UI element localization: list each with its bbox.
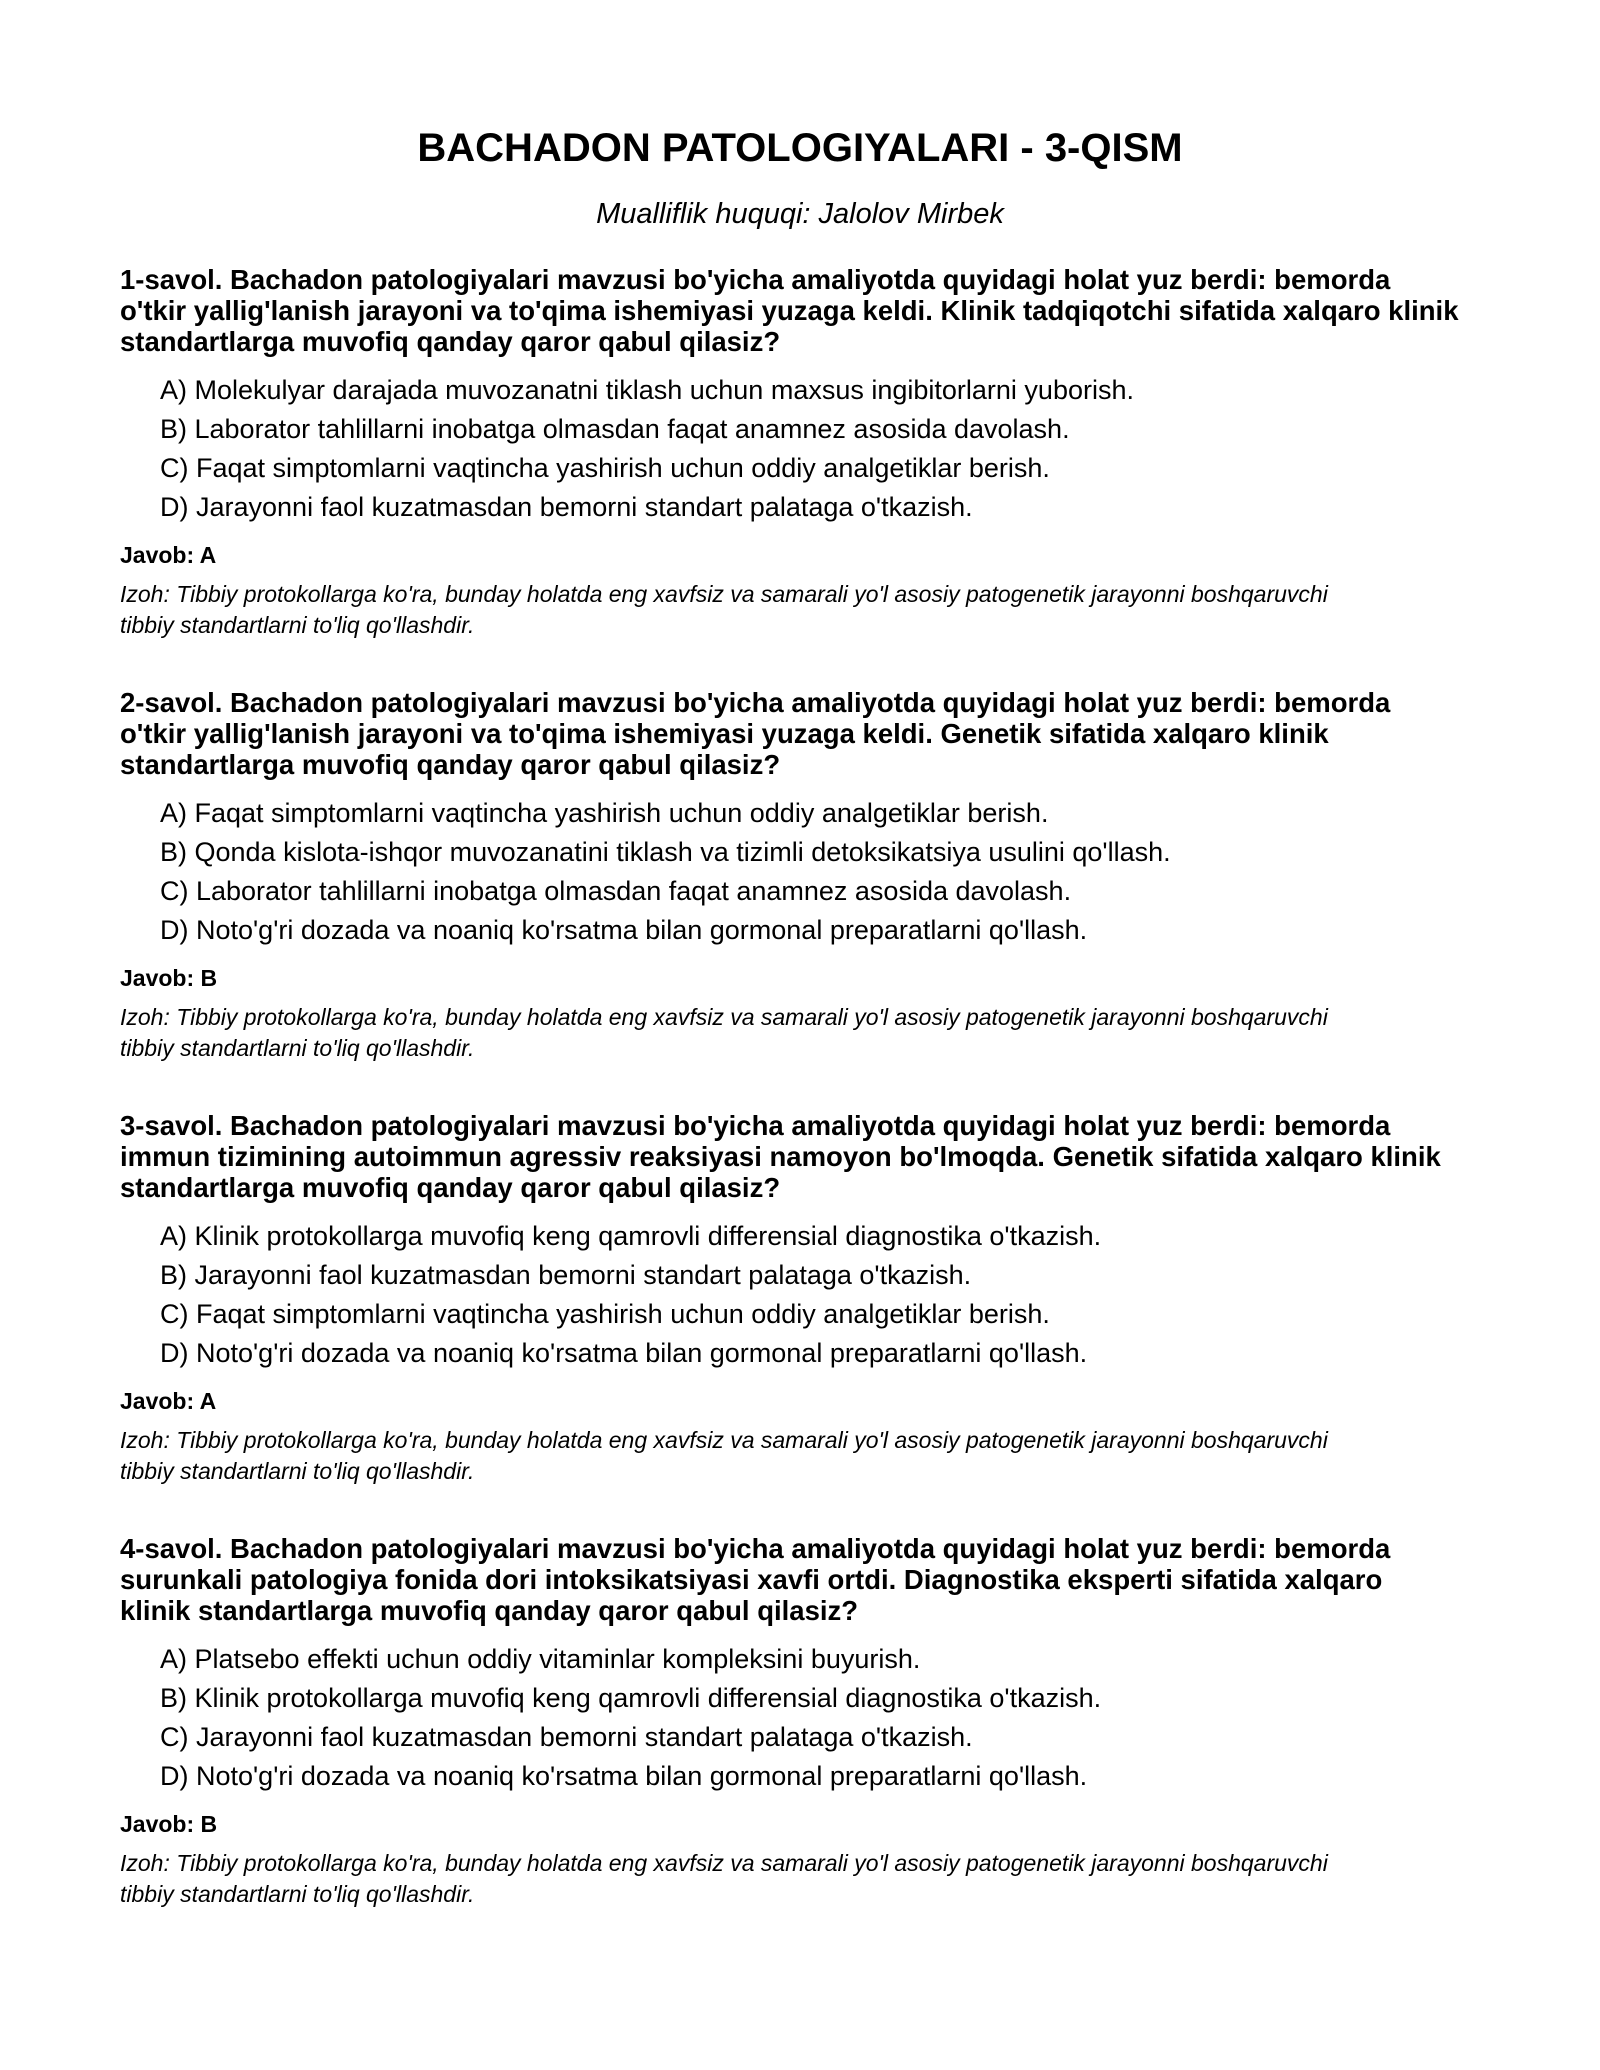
option-a: A) Faqat simptomlarni vaqtincha yashirish uchun oddiy analgetiklar berish. xyxy=(160,798,1049,828)
question-text: 3-savol. Bachadon patologiyalari mavzusi bo'yicha amaliyotda quyidagi holat yuz berdi: bemorda immun tizimining autoimmun agressiv reaksiyasi namoyon bo'lmoqda. Genetik sifatida xalqaro klinik standartlarga muvofiq qanday qaror qabul qilasiz? xyxy=(120,1110,1441,1203)
question-text: 1-savol. Bachadon patologiyalari mavzusi bo'yicha amaliyotda quyidagi holat yuz berdi: bemorda o'tkir yallig'lanish jarayoni va to'qima ishemiyasi yuzaga keldi. Klinik tadqiqotchi sifatida xalqaro klinik standartlarga muvofiq qanday qaror qabul qilasiz? xyxy=(120,264,1459,357)
option-b: B) Qonda kislota-ishqor muvozanatini tiklash va tizimli detoksikatsiya usulini qo'llash. xyxy=(160,837,1171,867)
option-a: A) Klinik protokollarga muvofiq keng qamrovli differensial diagnostika o'tkazish. xyxy=(160,1221,1102,1251)
option-b: B) Klinik protokollarga muvofiq keng qamrovli differensial diagnostika o'tkazish. xyxy=(160,1683,1102,1713)
option-d: D) Jarayonni faol kuzatmasdan bemorni standart palataga o'tkazish. xyxy=(160,492,973,522)
answer-label: Javob: B xyxy=(120,965,218,991)
explanation-note: Izoh: Tibbiy protokollarga ko'ra, bunday holatda eng xavfsiz va samarali yo'l asosiy patogenetik jarayonni boshqaruvchi tibbiy standartlarni to'liq qo'llashdir. xyxy=(120,1427,1328,1484)
explanation-note: Izoh: Tibbiy protokollarga ko'ra, bunday holatda eng xavfsiz va samarali yo'l asosiy patogenetik jarayonni boshqaruvchi tibbiy standartlarni to'liq qo'llashdir. xyxy=(120,1004,1328,1061)
document-title: BACHADON PATOLOGIYALARI - 3-QISM xyxy=(417,126,1183,170)
question-2 xyxy=(120,687,1460,1064)
answer-options xyxy=(120,1640,1460,1796)
option-c: C) Faqat simptomlarni vaqtincha yashirish uchun oddiy analgetiklar berish. xyxy=(160,453,1050,483)
option-c: C) Jarayonni faol kuzatmasdan bemorni standart palataga o'tkazish. xyxy=(160,1722,973,1752)
answer-options xyxy=(120,794,1460,950)
question-text: 4-savol. Bachadon patologiyalari mavzusi bo'yicha amaliyotda quyidagi holat yuz berdi: bemorda surunkali patologiya fonida dori intoksikatsiyasi xavfi ortdi. Diagnostika eksperti sifatida xalqaro klinik standartlarga muvofiq qanday qaror qabul qilasiz? xyxy=(120,1533,1391,1626)
answer-options xyxy=(120,1217,1460,1373)
question-1 xyxy=(120,264,1460,641)
answer-options xyxy=(120,371,1460,527)
explanation-note: Izoh: Tibbiy protokollarga ko'ra, bunday holatda eng xavfsiz va samarali yo'l asosiy patogenetik jarayonni boshqaruvchi tibbiy standartlarni to'liq qo'llashdir. xyxy=(120,581,1328,638)
option-b: B) Laborator tahlillarni inobatga olmasdan faqat anamnez asosida davolash. xyxy=(160,414,1070,444)
question-4 xyxy=(120,1533,1460,1910)
question-text: 2-savol. Bachadon patologiyalari mavzusi bo'yicha amaliyotda quyidagi holat yuz berdi: bemorda o'tkir yallig'lanish jarayoni va to'qima ishemiyasi yuzaga keldi. Genetik sifatida xalqaro klinik standartlarga muvofiq qanday qaror qabul qilasiz? xyxy=(120,687,1391,780)
option-c: C) Faqat simptomlarni vaqtincha yashirish uchun oddiy analgetiklar berish. xyxy=(160,1299,1050,1329)
answer-label: Javob: A xyxy=(120,542,217,568)
option-d: D) Noto'g'ri dozada va noaniq ko'rsatma bilan gormonal preparatlarni qo'llash. xyxy=(160,915,1088,945)
document-subtitle: Mualliflik huquqi: Jalolov Mirbek xyxy=(596,198,1004,230)
option-d: D) Noto'g'ri dozada va noaniq ko'rsatma bilan gormonal preparatlarni qo'llash. xyxy=(160,1761,1088,1791)
explanation-note: Izoh: Tibbiy protokollarga ko'ra, bunday holatda eng xavfsiz va samarali yo'l asosiy patogenetik jarayonni boshqaruvchi tibbiy standartlarni to'liq qo'llashdir. xyxy=(120,1850,1328,1907)
option-a: A) Molekulyar darajada muvozanatni tiklash uchun maxsus ingibitorlarni yuborish. xyxy=(160,375,1134,405)
answer-label: Javob: B xyxy=(120,1811,218,1837)
option-d: D) Noto'g'ri dozada va noaniq ko'rsatma bilan gormonal preparatlarni qo'llash. xyxy=(160,1338,1088,1368)
option-a: A) Platsebo effekti uchun oddiy vitaminlar kompleksini buyurish. xyxy=(160,1644,921,1674)
option-b: B) Jarayonni faol kuzatmasdan bemorni standart palataga o'tkazish. xyxy=(160,1260,972,1290)
question-3 xyxy=(120,1110,1460,1487)
answer-label: Javob: A xyxy=(120,1388,217,1414)
question-list xyxy=(120,264,1460,1910)
option-c: C) Laborator tahlillarni inobatga olmasdan faqat anamnez asosida davolash. xyxy=(160,876,1072,906)
